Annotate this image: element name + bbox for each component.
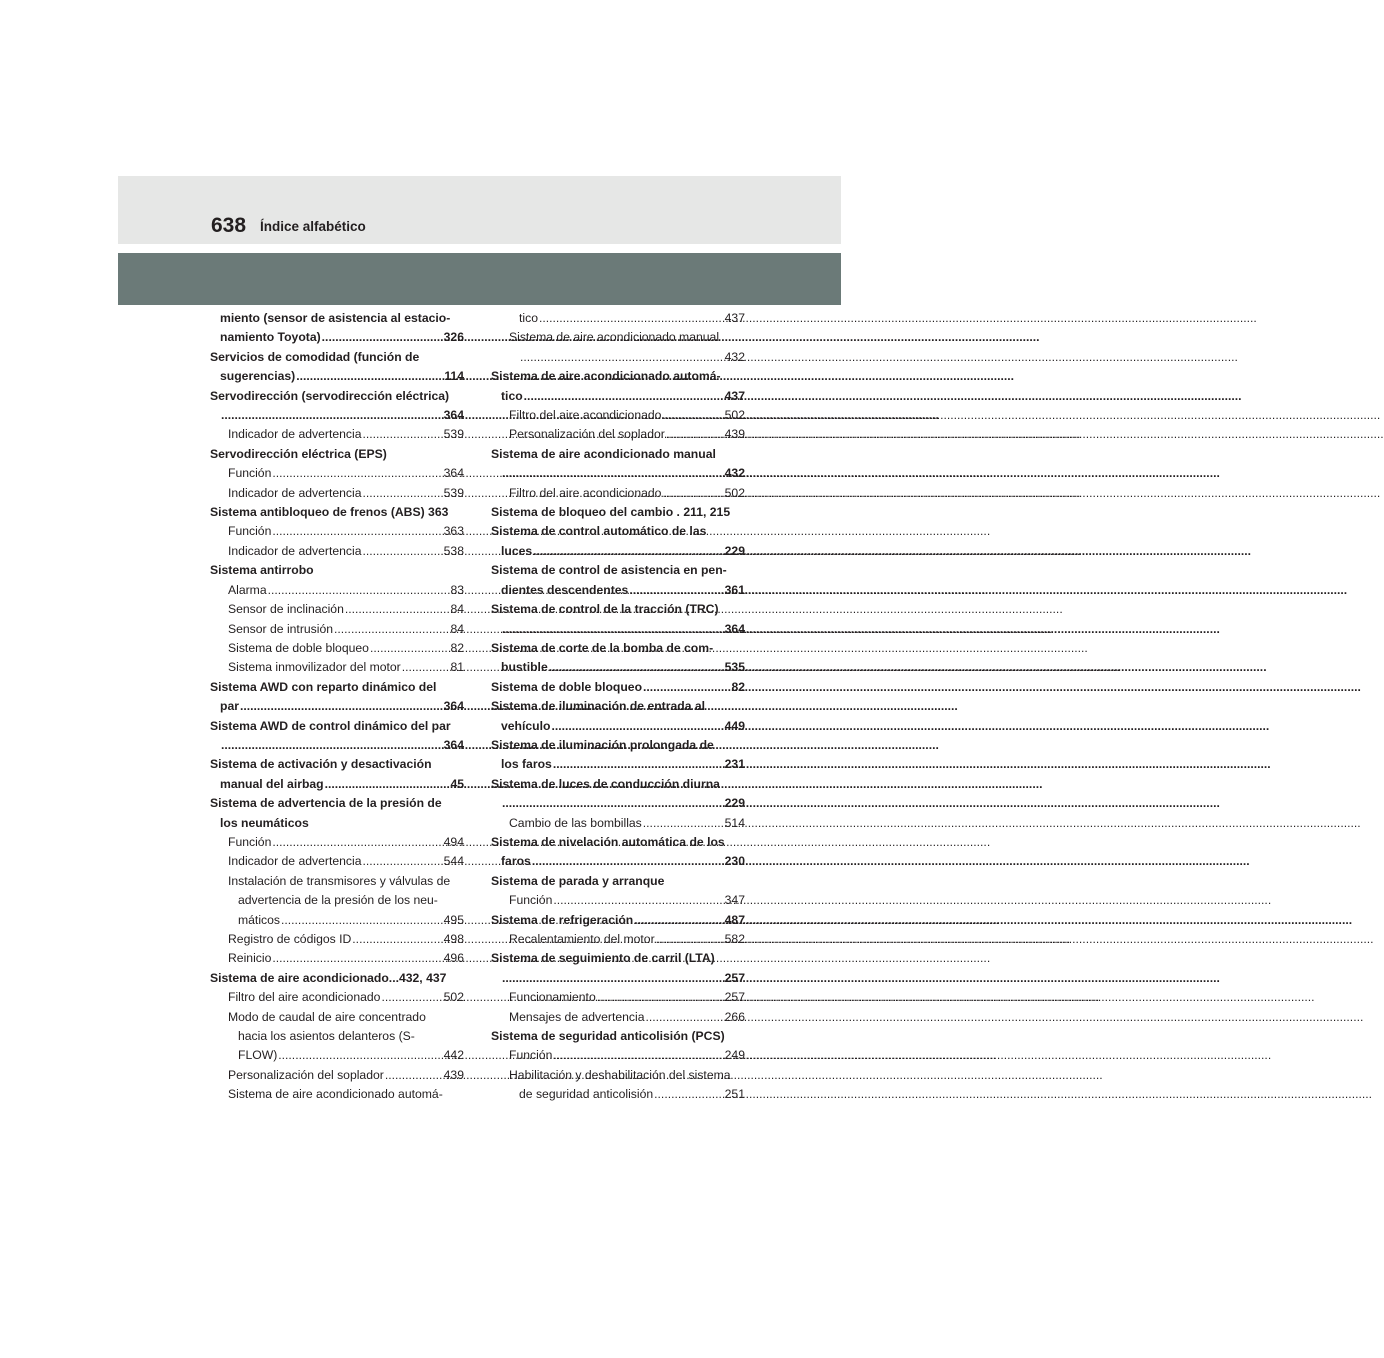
index-entry-text: luces xyxy=(501,543,533,558)
index-entry xyxy=(210,678,464,697)
index-entry-text: hacia los asientos delanteros (S- xyxy=(238,1029,415,1044)
index-entry xyxy=(210,833,464,852)
index-entry-text: faros xyxy=(501,854,531,869)
index-entry xyxy=(491,387,745,406)
index-entry-text: los neumáticos xyxy=(220,815,309,830)
index-entry-text: Sistema de advertencia de la presión de xyxy=(210,796,442,811)
leader-dots xyxy=(656,930,724,949)
index-entry xyxy=(210,717,464,736)
index-entry xyxy=(491,484,745,503)
index-entry xyxy=(491,717,745,736)
leader-dots xyxy=(597,988,724,1007)
index-entry-text: máticos xyxy=(238,912,280,927)
index-entry xyxy=(491,464,745,483)
index-entry-text: Servodirección (servodirección eléctrica) xyxy=(210,388,450,403)
leader-dots xyxy=(381,988,442,1007)
page-number: 638 xyxy=(211,214,247,237)
index-entry xyxy=(491,425,745,444)
index-entry xyxy=(491,600,745,619)
index-entry-text: vehículo xyxy=(501,718,551,733)
index-entry-page: 229 xyxy=(724,796,745,811)
index-entry-text: Sensor de intrusión xyxy=(228,621,334,636)
index-entry-text: advertencia de la presión de los neu- xyxy=(238,893,438,908)
index-entry-text: Sistema de iluminación de entrada al xyxy=(491,699,706,714)
index-entry-text: Sistema antibloqueo de frenos (ABS) 363 xyxy=(210,505,449,520)
index-entry-text: Sistema de corte de la bomba de com- xyxy=(491,640,714,655)
index-entry xyxy=(210,387,464,406)
index-entry-text: Indicador de advertencia xyxy=(228,485,362,500)
index-entry-page: 495 xyxy=(443,912,464,927)
index-entry xyxy=(210,464,464,483)
index-entry-page: 487 xyxy=(724,912,745,927)
index-entry xyxy=(210,600,464,619)
index-entry-text: Servicios de comodidad (función de xyxy=(210,349,420,364)
index-entry xyxy=(491,775,745,794)
index-entry xyxy=(210,949,464,968)
leader-dots xyxy=(221,736,443,755)
index-entry-text: tico xyxy=(519,311,538,325)
index-entry-text: Filtro del aire acondicionado xyxy=(228,990,381,1005)
leader-dots xyxy=(662,484,723,503)
index-entry-page: 257 xyxy=(724,970,745,985)
index-entry xyxy=(210,1085,464,1104)
index-entry xyxy=(491,1085,745,1104)
index-entry xyxy=(210,328,464,347)
index-entry-text: Sistema de parada y arranque xyxy=(491,873,665,888)
index-entry-page: 437 xyxy=(724,311,745,325)
index-entry-page: 502 xyxy=(443,990,464,1005)
index-entry xyxy=(491,891,745,910)
index-entry-page: 442 xyxy=(443,1048,464,1063)
index-entry-page: 257 xyxy=(724,990,745,1005)
index-entry-text: Sistema antirrobo xyxy=(210,563,314,578)
index-entry xyxy=(491,872,745,891)
index-entry-text: Registro de códigos ID xyxy=(228,932,352,946)
index-entry-text: Sistema de control de asistencia en pen- xyxy=(491,563,727,578)
index-entry xyxy=(491,930,745,949)
index-entry-page: 496 xyxy=(443,951,464,966)
index-entry xyxy=(491,328,745,347)
index-entry xyxy=(491,348,745,367)
index-entry-text: de seguridad anticolisión xyxy=(519,1087,654,1102)
index-entry-text: manual del airbag xyxy=(220,776,324,791)
index-entry xyxy=(210,445,464,464)
index-entry-page: 364 xyxy=(724,621,745,636)
index-entry-page: 364 xyxy=(443,699,464,714)
leader-dots xyxy=(502,969,724,988)
index-entry-text: Sistema AWD de control dinámico del par xyxy=(210,718,451,733)
index-entry xyxy=(210,736,464,755)
leader-dots xyxy=(634,911,723,930)
index-entry xyxy=(491,814,745,833)
index-entry xyxy=(491,639,745,658)
leader-dots xyxy=(539,309,724,328)
index-entry xyxy=(210,348,464,367)
index-entry-text: Función xyxy=(509,893,553,908)
index-entry xyxy=(210,425,464,444)
leader-dots xyxy=(502,620,724,639)
index-entry-text: Filtro del aire acondicionado xyxy=(509,485,662,500)
index-entry-text: Instalación de transmisores y válvulas de xyxy=(228,873,451,888)
index-entry xyxy=(210,406,464,425)
index-entry-text: Reinicio xyxy=(228,951,272,966)
leader-dots xyxy=(553,891,723,910)
index-entry-text: Funcionamiento xyxy=(509,990,596,1005)
index-entry xyxy=(491,988,745,1007)
index-entry xyxy=(210,930,464,949)
index-entry-text: par xyxy=(220,699,239,714)
index-entry xyxy=(210,484,464,503)
index-entry xyxy=(210,503,464,522)
index-entry-text: bustible xyxy=(501,660,548,675)
leader-dots xyxy=(322,328,443,347)
index-entry-page: 544 xyxy=(443,854,464,869)
leader-dots xyxy=(370,639,450,658)
index-entry-text: dientes descendentes xyxy=(501,582,629,597)
leader-dots xyxy=(654,1085,724,1104)
index-entry-text: namiento Toyota) xyxy=(220,330,321,345)
index-entry-text: Modo de caudal de aire concentrado xyxy=(228,1009,426,1024)
index-entry-text: Indicador de advertencia xyxy=(228,854,362,869)
index-entry-text: Personalización del soplador xyxy=(509,427,665,442)
index-entry xyxy=(210,367,464,386)
index-column-left xyxy=(210,309,464,1105)
index-entry-page: 364 xyxy=(443,466,464,481)
index-entry xyxy=(491,406,745,425)
index-entry xyxy=(491,542,745,561)
index-entry xyxy=(491,833,745,852)
leader-dots xyxy=(362,484,442,503)
index-entry-page: 114 xyxy=(444,369,464,384)
index-entry-page: 432 xyxy=(724,466,745,481)
index-entry-text: Sistema de seguimiento de carril (LTA) xyxy=(491,951,715,966)
index-entry xyxy=(210,561,464,580)
index-entry-page: 535 xyxy=(724,660,745,675)
index-entry xyxy=(491,503,745,522)
index-entry-page: 83 xyxy=(450,582,464,597)
index-entry-text: Servodirección eléctrica (EPS) xyxy=(210,446,387,461)
leader-dots xyxy=(240,697,443,716)
index-column-right xyxy=(491,309,745,1105)
leader-dots xyxy=(553,755,724,774)
index-entry-text: Sistema de refrigeración xyxy=(491,912,634,927)
index-entry-page: 449 xyxy=(724,718,745,733)
leader-dots xyxy=(520,348,724,367)
index-entry xyxy=(210,814,464,833)
index-entry-page: 502 xyxy=(724,408,745,423)
index-entry xyxy=(491,969,745,988)
leader-dots xyxy=(272,464,442,483)
index-entry xyxy=(491,736,745,755)
index-entry-text: Mensajes de advertencia xyxy=(509,1009,645,1024)
index-entry xyxy=(210,639,464,658)
index-entry-page: 364 xyxy=(443,408,464,423)
index-entry-text: Función xyxy=(228,524,272,539)
header-bar xyxy=(118,253,841,305)
index-entry-text: Cambio de las bombillas xyxy=(509,815,642,830)
index-entry xyxy=(210,581,464,600)
index-entry-page: 82 xyxy=(450,640,464,655)
index-entry-text: Sistema de doble bloqueo xyxy=(228,640,369,655)
index-entry-page: 363 xyxy=(443,524,464,539)
index-entry-text: Habilitación y deshabilitación del sistema xyxy=(509,1067,731,1082)
index-entry-text: Indicador de advertencia xyxy=(228,427,362,442)
index-entry-text: Sistema de activación y desactivación xyxy=(210,757,432,772)
index-entry-page: 432 xyxy=(724,349,745,364)
index-entry xyxy=(210,1008,464,1027)
index-entry-page: 539 xyxy=(443,427,464,442)
index-entry-text: miento (sensor de asistencia al estacio- xyxy=(220,311,451,325)
leader-dots xyxy=(334,620,449,639)
index-entry xyxy=(491,1027,745,1046)
index-entry-page: 82 xyxy=(731,679,745,694)
index-entry-page: 266 xyxy=(724,1009,745,1024)
index-entry xyxy=(491,1066,745,1085)
index-entry-text: Alarma xyxy=(228,582,267,597)
index-entry xyxy=(210,755,464,774)
index-entry-text: los faros xyxy=(501,757,552,772)
index-entry-text: Sistema de iluminación prolongada de xyxy=(491,737,714,752)
leader-dots xyxy=(549,658,724,677)
index-entry xyxy=(210,852,464,871)
index-entry xyxy=(491,561,745,580)
index-entry xyxy=(491,852,745,871)
index-entry-text: Personalización del soplador xyxy=(228,1067,384,1082)
index-entry-text: Indicador de advertencia xyxy=(228,543,362,558)
index-entry-page: 347 xyxy=(724,893,745,908)
index-entry xyxy=(210,542,464,561)
index-entry-text: Sistema de control de la tracción (TRC) xyxy=(491,602,719,617)
index-entry xyxy=(491,1046,745,1065)
index-entry xyxy=(210,988,464,1007)
index-entry-page: 498 xyxy=(443,932,464,946)
index-entry xyxy=(210,891,464,910)
leader-dots xyxy=(532,852,724,871)
index-entry-text: Filtro del aire acondicionado xyxy=(509,408,662,423)
leader-dots xyxy=(281,911,443,930)
index-entry xyxy=(491,794,745,813)
leader-dots xyxy=(362,542,442,561)
index-entry-page: 230 xyxy=(724,854,745,869)
index-entry xyxy=(210,969,464,988)
index-entry-page: 361 xyxy=(724,582,745,597)
index-entry-text: Sistema de aire acondicionado automá- xyxy=(491,369,721,384)
index-entry xyxy=(210,697,464,716)
index-entry-text: Sistema de control automático de las xyxy=(491,524,707,539)
index-entry-text: Sistema de nivelación automática de los xyxy=(491,834,725,849)
index-entry xyxy=(210,658,464,677)
index-entry-page: 249 xyxy=(724,1048,745,1063)
index-entry-text: Sistema de aire acondicionado...432, 437 xyxy=(210,970,447,985)
leader-dots xyxy=(666,425,724,444)
index-entry xyxy=(210,872,464,891)
index-entry-text: Sistema de aire acondicionado manual xyxy=(491,446,716,461)
index-entry-page: 582 xyxy=(724,932,745,946)
index-entry-text: Sistema de seguridad anticolisión (PCS) xyxy=(491,1029,725,1044)
index-entry-text: tico xyxy=(501,388,523,403)
index-entry-text: Función xyxy=(228,834,272,849)
index-entry-text: Sistema de bloqueo del cambio . 211, 215 xyxy=(491,505,731,520)
leader-dots xyxy=(502,464,724,483)
leader-dots xyxy=(325,775,450,794)
index-entry-page: 326 xyxy=(443,330,464,345)
index-entry-text: Sistema de aire acondicionado automá- xyxy=(228,1087,443,1102)
leader-dots xyxy=(553,1046,723,1065)
leader-dots xyxy=(272,522,442,541)
index-entry-page: 437 xyxy=(724,388,745,403)
index-entry xyxy=(210,1027,464,1046)
index-entry-text: Sistema de luces de conducción diurna xyxy=(491,776,720,791)
index-entry-page: 364 xyxy=(443,737,464,752)
index-entry-page: 439 xyxy=(724,427,745,442)
index-entry-page: 251 xyxy=(724,1087,745,1102)
index-entry-text: FLOW) xyxy=(238,1048,278,1063)
index-entry xyxy=(491,367,745,386)
index-entry xyxy=(210,911,464,930)
index-entry xyxy=(210,522,464,541)
index-entry xyxy=(210,1046,464,1065)
index-entry-text: Sistema inmovilizador del motor xyxy=(228,660,401,675)
section-title: Índice alfabético xyxy=(260,219,366,234)
leader-dots xyxy=(296,367,443,386)
index-entry xyxy=(491,1008,745,1027)
index-entry xyxy=(491,620,745,639)
leader-dots xyxy=(272,833,442,852)
leader-dots xyxy=(362,425,442,444)
index-entry xyxy=(491,309,745,328)
index-entry xyxy=(491,581,745,600)
index-entry xyxy=(210,794,464,813)
leader-dots xyxy=(643,814,724,833)
index-entry-page: 84 xyxy=(450,621,464,636)
leader-dots xyxy=(502,794,724,813)
index-entry-page: 514 xyxy=(724,815,745,830)
index-entry xyxy=(210,309,464,328)
index-entry-text: Sensor de inclinación xyxy=(228,602,344,617)
leader-dots xyxy=(662,406,723,425)
leader-dots xyxy=(272,949,442,968)
index-entry xyxy=(210,775,464,794)
index-entry-text: Sistema de doble bloqueo xyxy=(491,679,643,694)
index-entry xyxy=(491,697,745,716)
index-entry-text: Recalentamiento del motor xyxy=(509,932,655,946)
index-entry-text: Función xyxy=(228,466,272,481)
index-entry-text: sugerencias) xyxy=(220,369,296,384)
leader-dots xyxy=(352,930,442,949)
index-entry-page: 81 xyxy=(450,660,464,675)
leader-dots xyxy=(402,658,450,677)
index-entry-text: Sistema de aire acondicionado manual xyxy=(509,330,720,345)
index-entry-page: 84 xyxy=(450,602,464,617)
leader-dots xyxy=(362,852,442,871)
leader-dots xyxy=(551,717,723,736)
leader-dots xyxy=(345,600,450,619)
index-entry xyxy=(491,755,745,774)
index-entry-page: 439 xyxy=(443,1067,464,1082)
leader-dots xyxy=(278,1046,442,1065)
index-entry-text: Sistema AWD con reparto dinámico del xyxy=(210,679,437,694)
index-entry-page: 538 xyxy=(443,543,464,558)
leader-dots xyxy=(524,387,724,406)
index-entry xyxy=(491,678,745,697)
leader-dots xyxy=(385,1066,443,1085)
index-entry-page: 45 xyxy=(450,776,464,791)
leader-dots xyxy=(643,678,730,697)
index-entry xyxy=(491,445,745,464)
index-entry-page: 539 xyxy=(443,485,464,500)
index-entry xyxy=(210,1066,464,1085)
index-entry xyxy=(491,522,745,541)
index-entry xyxy=(491,658,745,677)
index-entry-page: 231 xyxy=(724,757,745,772)
leader-dots xyxy=(268,581,450,600)
index-entry xyxy=(491,911,745,930)
index-entry-page: 229 xyxy=(724,543,745,558)
index-entry-text: Función xyxy=(509,1048,553,1063)
leader-dots xyxy=(646,1008,724,1027)
leader-dots xyxy=(629,581,723,600)
index-entry-page: 502 xyxy=(724,485,745,500)
index-entry xyxy=(210,620,464,639)
index-entry xyxy=(491,949,745,968)
leader-dots xyxy=(221,406,443,425)
index-entry-page: 494 xyxy=(443,834,464,849)
leader-dots xyxy=(533,542,723,561)
